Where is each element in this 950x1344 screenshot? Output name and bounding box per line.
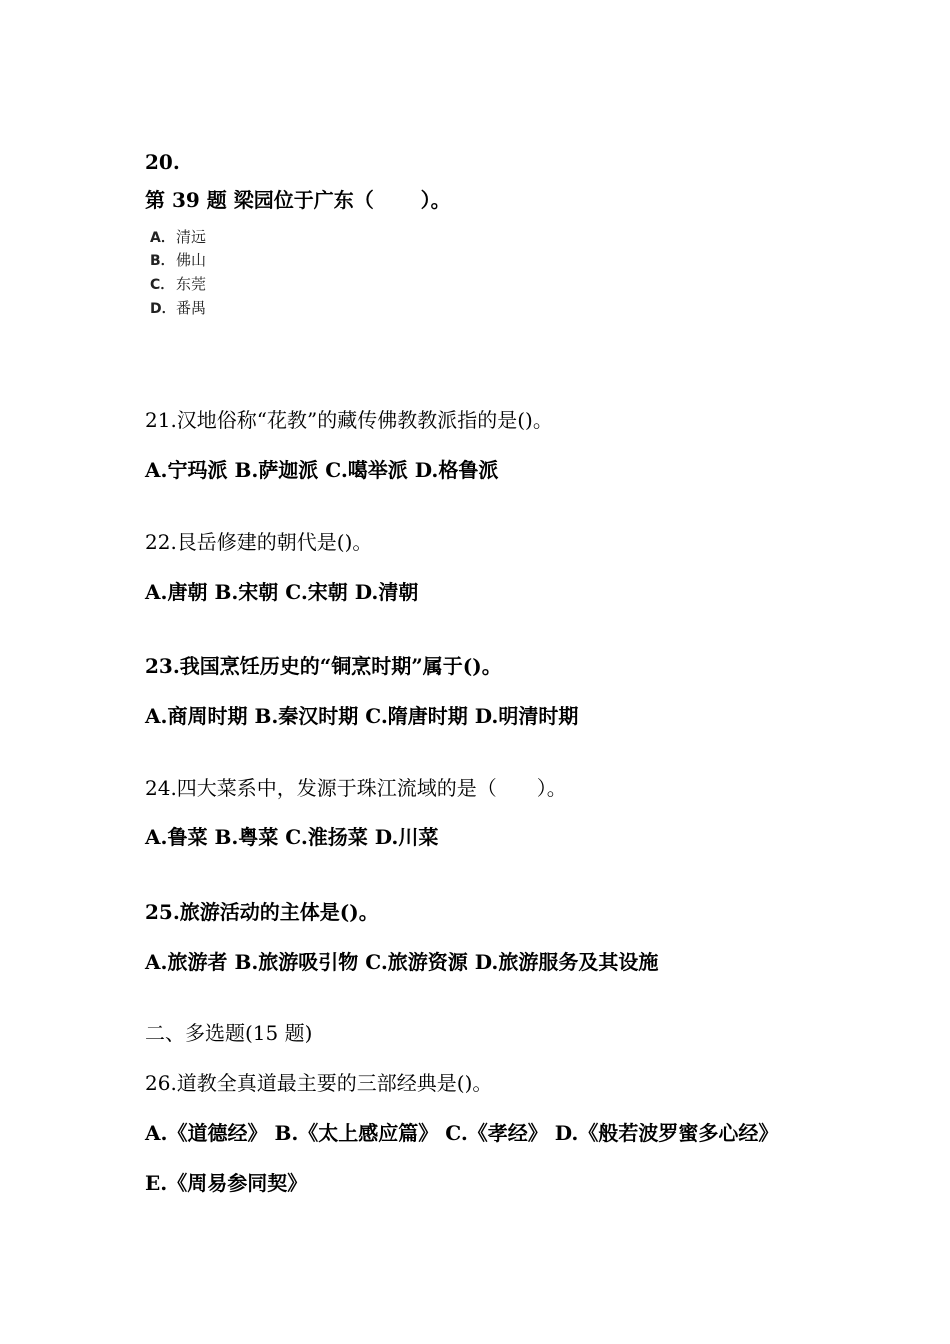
q25-options: A.旅游者 B.旅游吸引物 C.旅游资源 D.旅游服务及其设施	[145, 950, 659, 974]
q20-option-c-text: 东莞	[176, 275, 207, 293]
q25-stem: 25.旅游活动的主体是()。	[145, 900, 379, 924]
section-heading-multiple-choice: 二、多选题(15 题)	[145, 1021, 313, 1045]
q23-stem: 23.我国烹饪历史的“铜烹时期”属于()。	[145, 654, 502, 678]
q21-options: A.宁玛派 B.萨迦派 C.噶举派 D.格鲁派	[145, 458, 499, 482]
q22-options: A.唐朝 B.宋朝 C.宋朝 D.清朝	[145, 580, 419, 604]
q20-option-a-letter: A．	[150, 230, 175, 246]
q20-number: 20.	[145, 150, 180, 174]
q20-option-b-text: 佛山	[176, 251, 207, 269]
q20-option-b-letter: B．	[150, 253, 175, 269]
q20-option-a	[150, 230, 206, 245]
q20-option-a-text: 清远	[176, 228, 207, 246]
q20-option-d-letter: D．	[150, 301, 176, 317]
q20-option-c-letter: C．	[150, 277, 175, 293]
q20-option-c	[150, 277, 206, 292]
q20-option-d-text: 番禺	[176, 299, 207, 317]
q24-stem: 24.四大菜系中，发源于珠江流域的是（ ）。	[145, 776, 567, 800]
q24-options: A.鲁菜 B.粤菜 C.淮扬菜 D.川菜	[145, 825, 439, 849]
q20-option-b	[150, 253, 206, 268]
q26-options-line2: E.《周易参同契》	[145, 1171, 308, 1195]
q26-options-line1: A.《道德经》 B.《太上感应篇》 C.《孝经》 D.《般若波罗蜜多心经》	[145, 1121, 779, 1145]
q23-options: A.商周时期 B.秦汉时期 C.隋唐时期 D.明清时期	[145, 704, 579, 728]
q20-option-d	[150, 301, 206, 316]
q20-stem: 第 39 题 梁园位于广东（ ）。	[145, 188, 451, 212]
q21-stem: 21.汉地俗称“花教”的藏传佛教教派指的是()。	[145, 408, 553, 432]
q22-stem: 22.艮岳修建的朝代是()。	[145, 530, 373, 554]
q26-stem: 26.道教全真道最主要的三部经典是()。	[145, 1071, 493, 1095]
